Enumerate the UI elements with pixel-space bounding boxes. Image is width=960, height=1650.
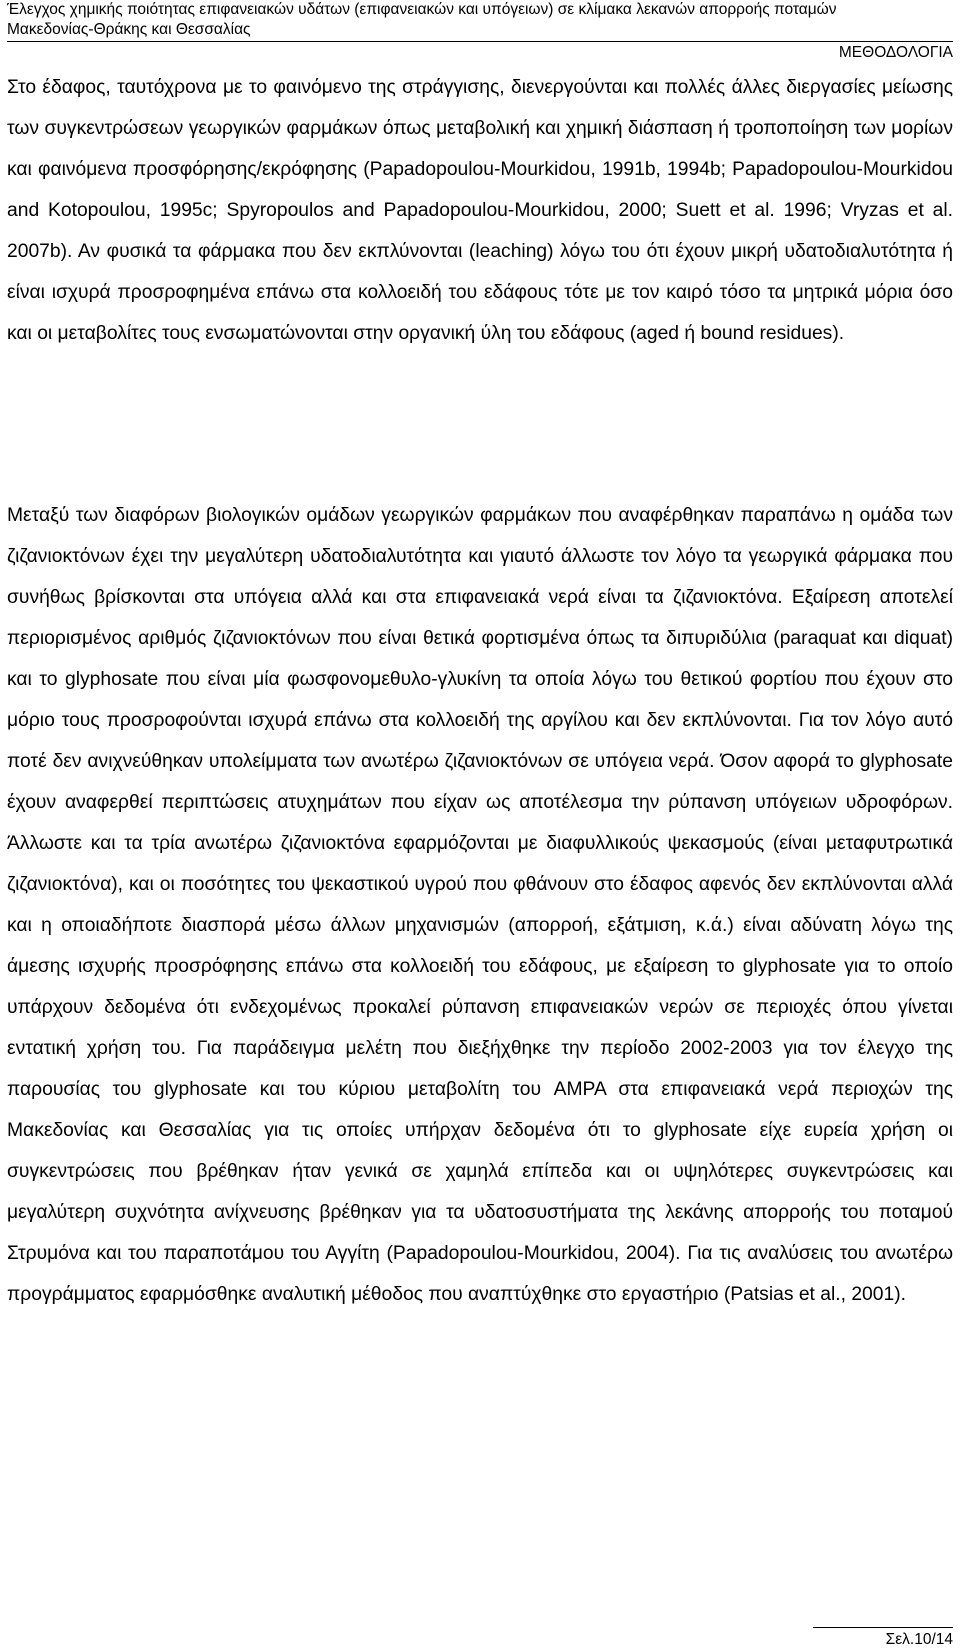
header-title-line-2: Μακεδονίας-Θράκης και Θεσσαλίας [7, 21, 251, 38]
body-paragraph-1: Στο έδαφος, ταυτόχρονα με το φαινόμενο της στράγγισης, διενεργούνται και πολλές άλλες διεργασίες μείωσης των συγκεντρώσεων γεωργικών φαρμάκων όπως μεταβολική και χημική διάσπαση ή τροποποίηση των μορίων και φαινόμενα προσφόρησης/εκρόφησης (Papadopoulou-Mourkidou, 1991b, 1994b; Papadopoulou-Mourkidou and Kotopoulou, 1995c; Spyropoulos and Papadopoulou-Mourkidou, 2000; Suett et al. 1996; Vryzas et al. 2007b). Αν φυσικά τα φάρμακα που δεν εκπλύνονται (leaching) λόγω του ότι έχουν μικρή υδατοδιαλυτότητα ή είναι ισχυρά προσροφημένα επάνω στα κολλοειδή του εδάφους τότε με τον καιρό τόσο τα μητρικά μόρια όσο και οι μεταβολίτες τους ενσωματώνονται στην οργανική ύλη του εδάφους (aged ή bound residues). [7, 77, 953, 344]
header-title-line-1: Έλεγχος χημικής ποιότητας επιφανειακών υδάτων (επιφανειακών και υπόγειων) σε κλίμακα λεκανών απορροής ποταμών [7, 1, 837, 18]
body-paragraph-2: Μεταξύ των διαφόρων βιολογικών ομάδων γεωργικών φαρμάκων που αναφέρθηκαν παραπάνω η ομάδα των ζιζανιοκτόνων έχει την μεγαλύτερη υδατοδιαλυτότητα και γιαυτό άλλωστε τον λόγο τα γεωργικά φάρμακα που συνήθως βρίσκονται στα υπόγεια αλλά και στα επιφανειακά νερά είναι τα ζιζανιοκτόνα. Εξαίρεση αποτελεί περιορισμένος αριθμός ζιζανιοκτόνων που είναι θετικά φορτισμένα όπως τα διπυριδύλια (paraquat και diquat) και το glyphosate που είναι μία φωσφονομεθυλο-γλυκίνη τα οποία λόγω του θετικού φορτίου που έχουν στο μόριο τους προσροφούνται ισχυρά επάνω στα κολλοειδή της αργίλου και δεν εκπλύνονται. Για τον λόγο αυτό ποτέ δεν ανιχνεύθηκαν υπολείμματα των ανωτέρω ζιζανιοκτόνων σε υπόγεια νερά. Όσον αφορά το glyphosate έχουν αναφερθεί περιπτώσεις ατυχημάτων που είχαν ως αποτέλεσμα την ρύπανση υπόγειων υδροφόρων. Άλλωστε και τα τρία ανωτέρω ζιζανιοκτόνα εφαρμόζονται με διαφυλλικούς ψεκασμούς (είναι μεταφυτρωτικά ζιζανιοκτόνα), και οι ποσότητες του ψεκαστικού υγρού που φθάνουν στο έδαφος αφενός δεν εκπλύνονται αλλά και η οποιαδήποτε διασπορά μέσω άλλων μηχανισμών (απορροή, εξάτμιση, κ.ά.) είναι αδύνατη λόγω της άμεσης ισχυρής προσρόφησης επάνω στα κολλοειδή του εδάφους, με εξαίρεση το glyphosate για το οποίο υπάρχουν δεδομένα ότι ενδεχομένως προκαλεί ρύπανση επιφανειακών νερών σε περιοχές όπου γίνεται εντατική χρήση του. Για παράδειγμα μελέτη που διεξήχθηκε την περίοδο 2002-2003 για τον έλεγχο της παρουσίας του glyphosate και του κύριου μεταβολίτη του AMPA στα επιφανειακά νερά περιοχών της Μακεδονίας και Θεσσαλίας για τις οποίες υπήρχαν δεδομένα ότι το glyphosate είχε ευρεία χρήση οι συγκεντρώσεις που βρέθηκαν ήταν γενικά σε χαμηλά επίπεδα και οι υψηλότερες συγκεντρώσεις και μεγαλύτερη συχνότητα ανίχνευσης βρέθηκαν για τα υδατοσυστήματα της λεκάνης απορροής του ποταμού Στρυμόνα και του παραποτάμου του Αγγίτη (Papadopoulou-Mourkidou, 2004). Για τις αναλύσεις του ανωτέρω προγράμματος εφαρμόσθηκε αναλυτική μέθοδος που αναπτύχθηκε στο εργαστήριο (Patsias et al., 2001). [7, 505, 953, 1305]
footer-divider [813, 1627, 953, 1628]
page-header [7, 0, 953, 40]
section-label: ΜΕΘΟΔΟΛΟΓΙΑ [838, 44, 953, 61]
page-number: Σελ.10/14 [885, 1631, 953, 1648]
header-divider [7, 41, 953, 42]
